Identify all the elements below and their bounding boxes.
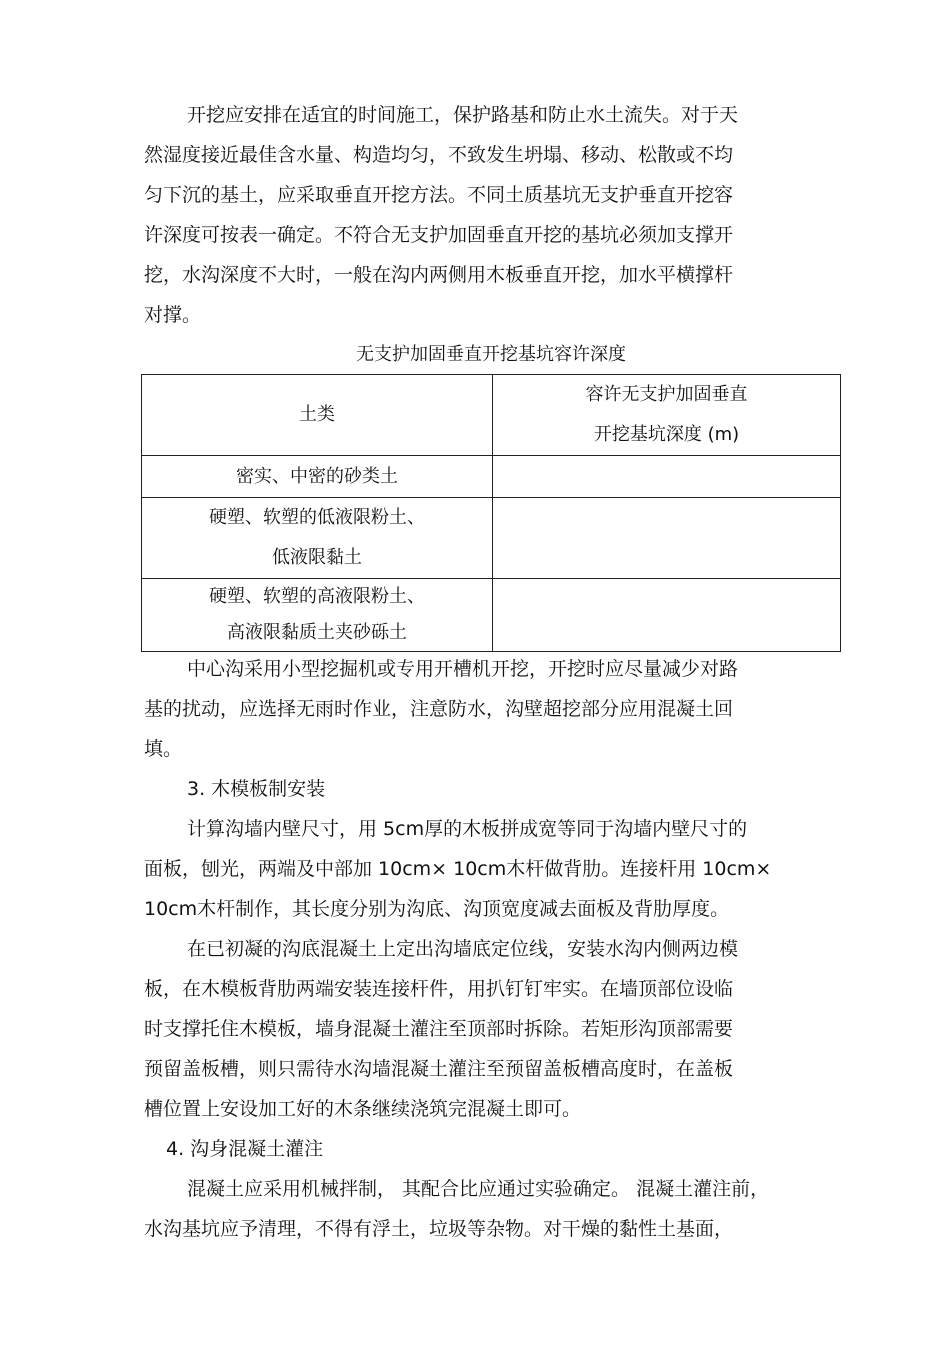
header-soil-type: 土类 [142,375,493,456]
text-line: 开挖应安排在适宜的时间施工，保护路基和防止水土流失。对于天 [187,104,739,126]
soil-cell [142,456,493,498]
table-header-row [142,375,841,456]
header-allowable-depth [493,375,841,456]
depth-cell [493,579,841,652]
text-line: 对撑。 [144,304,202,326]
text-line: 计算沟墙内壁尺寸，用 5cm厚的木板拼成宽等同于沟墙内壁尺寸的 [187,818,748,840]
text-line: 匀下沉的基土，应采取垂直开挖方法。不同土质基坑无支护垂直开挖容 [144,184,734,206]
table-caption: 无支护加固垂直开挖基坑容许深度 [356,344,626,365]
text-line: 在已初凝的沟底混凝土上定出沟墙底定位线，安装水沟内侧两边模 [187,938,739,960]
text-line: 槽位置上安设加工好的木条继续浇筑完混凝土即可。 [144,1098,582,1120]
soil-line: 密实、中密的砂类土 [236,465,398,487]
text-line: 基的扰动，应选择无雨时作业，注意防水，沟壁超挖部分应用混凝土回 [144,698,734,720]
soil-cell [142,579,493,652]
section-heading: 3. 木模板制安装 [187,778,326,800]
depth-cell [493,498,841,579]
text-line: 水沟基坑应予清理，不得有浮土，垃圾等杂物。对干燥的黏性土基面， [144,1218,734,1240]
section-heading: 4. 沟身混凝土灌注 [166,1138,324,1160]
text-line: 10cm木杆制作，其长度分别为沟底、沟顶宽度减去面板及背肋厚度。 [144,898,730,920]
table-row [142,498,841,579]
soil-line: 硬塑、软塑的低液限粉土、 [209,507,425,528]
text-line: 面板，刨光，两端及中部加 10cm× 10cm木杆做背肋。连接杆用 10cm× [144,858,772,880]
table-row [142,579,841,652]
text-line: 时支撑托住木模板，墙身混凝土灌注至顶部时拆除。若矩形沟顶部需要 [144,1018,734,1040]
depth-table [141,374,841,652]
text-line: 预留盖板槽，则只需待水沟墙混凝土灌注至预留盖板槽高度时，在盖板 [144,1058,734,1080]
text-line: 许深度可按表一确定。不符合无支护加固垂直开挖的基坑必须加支撑开 [144,224,734,246]
soil-line: 低液限黏土 [272,547,362,568]
soil-line: 高液限黏质土夹砂砾土 [227,622,407,643]
text-line: 板，在木模板背肋两端安装连接杆件，用扒钉钉牢实。在墙顶部位设临 [144,978,734,1000]
text-line: 然湿度接近最佳含水量、构造均匀，不致发生坍塌、移动、松散或不均 [144,144,734,166]
header-depth-line1: 容许无支护加固垂直 [585,384,748,405]
text-line: 混凝土应采用机械拌制， 其配合比应通过实验确定。 混凝土灌注前， [187,1178,770,1200]
text-line: 挖，水沟深度不大时，一般在沟内两侧用木板垂直开挖，加水平横撑杆 [144,264,734,286]
depth-cell [493,456,841,498]
header-depth-line2: 开挖基坑深度 (m) [593,424,740,445]
table-row [142,456,841,498]
soil-line: 硬塑、软塑的高液限粉土、 [209,586,425,607]
soil-cell [142,498,493,579]
text-line: 填。 [144,738,183,760]
text-line: 中心沟采用小型挖掘机或专用开槽机开挖，开挖时应尽量减少对路 [187,658,739,680]
